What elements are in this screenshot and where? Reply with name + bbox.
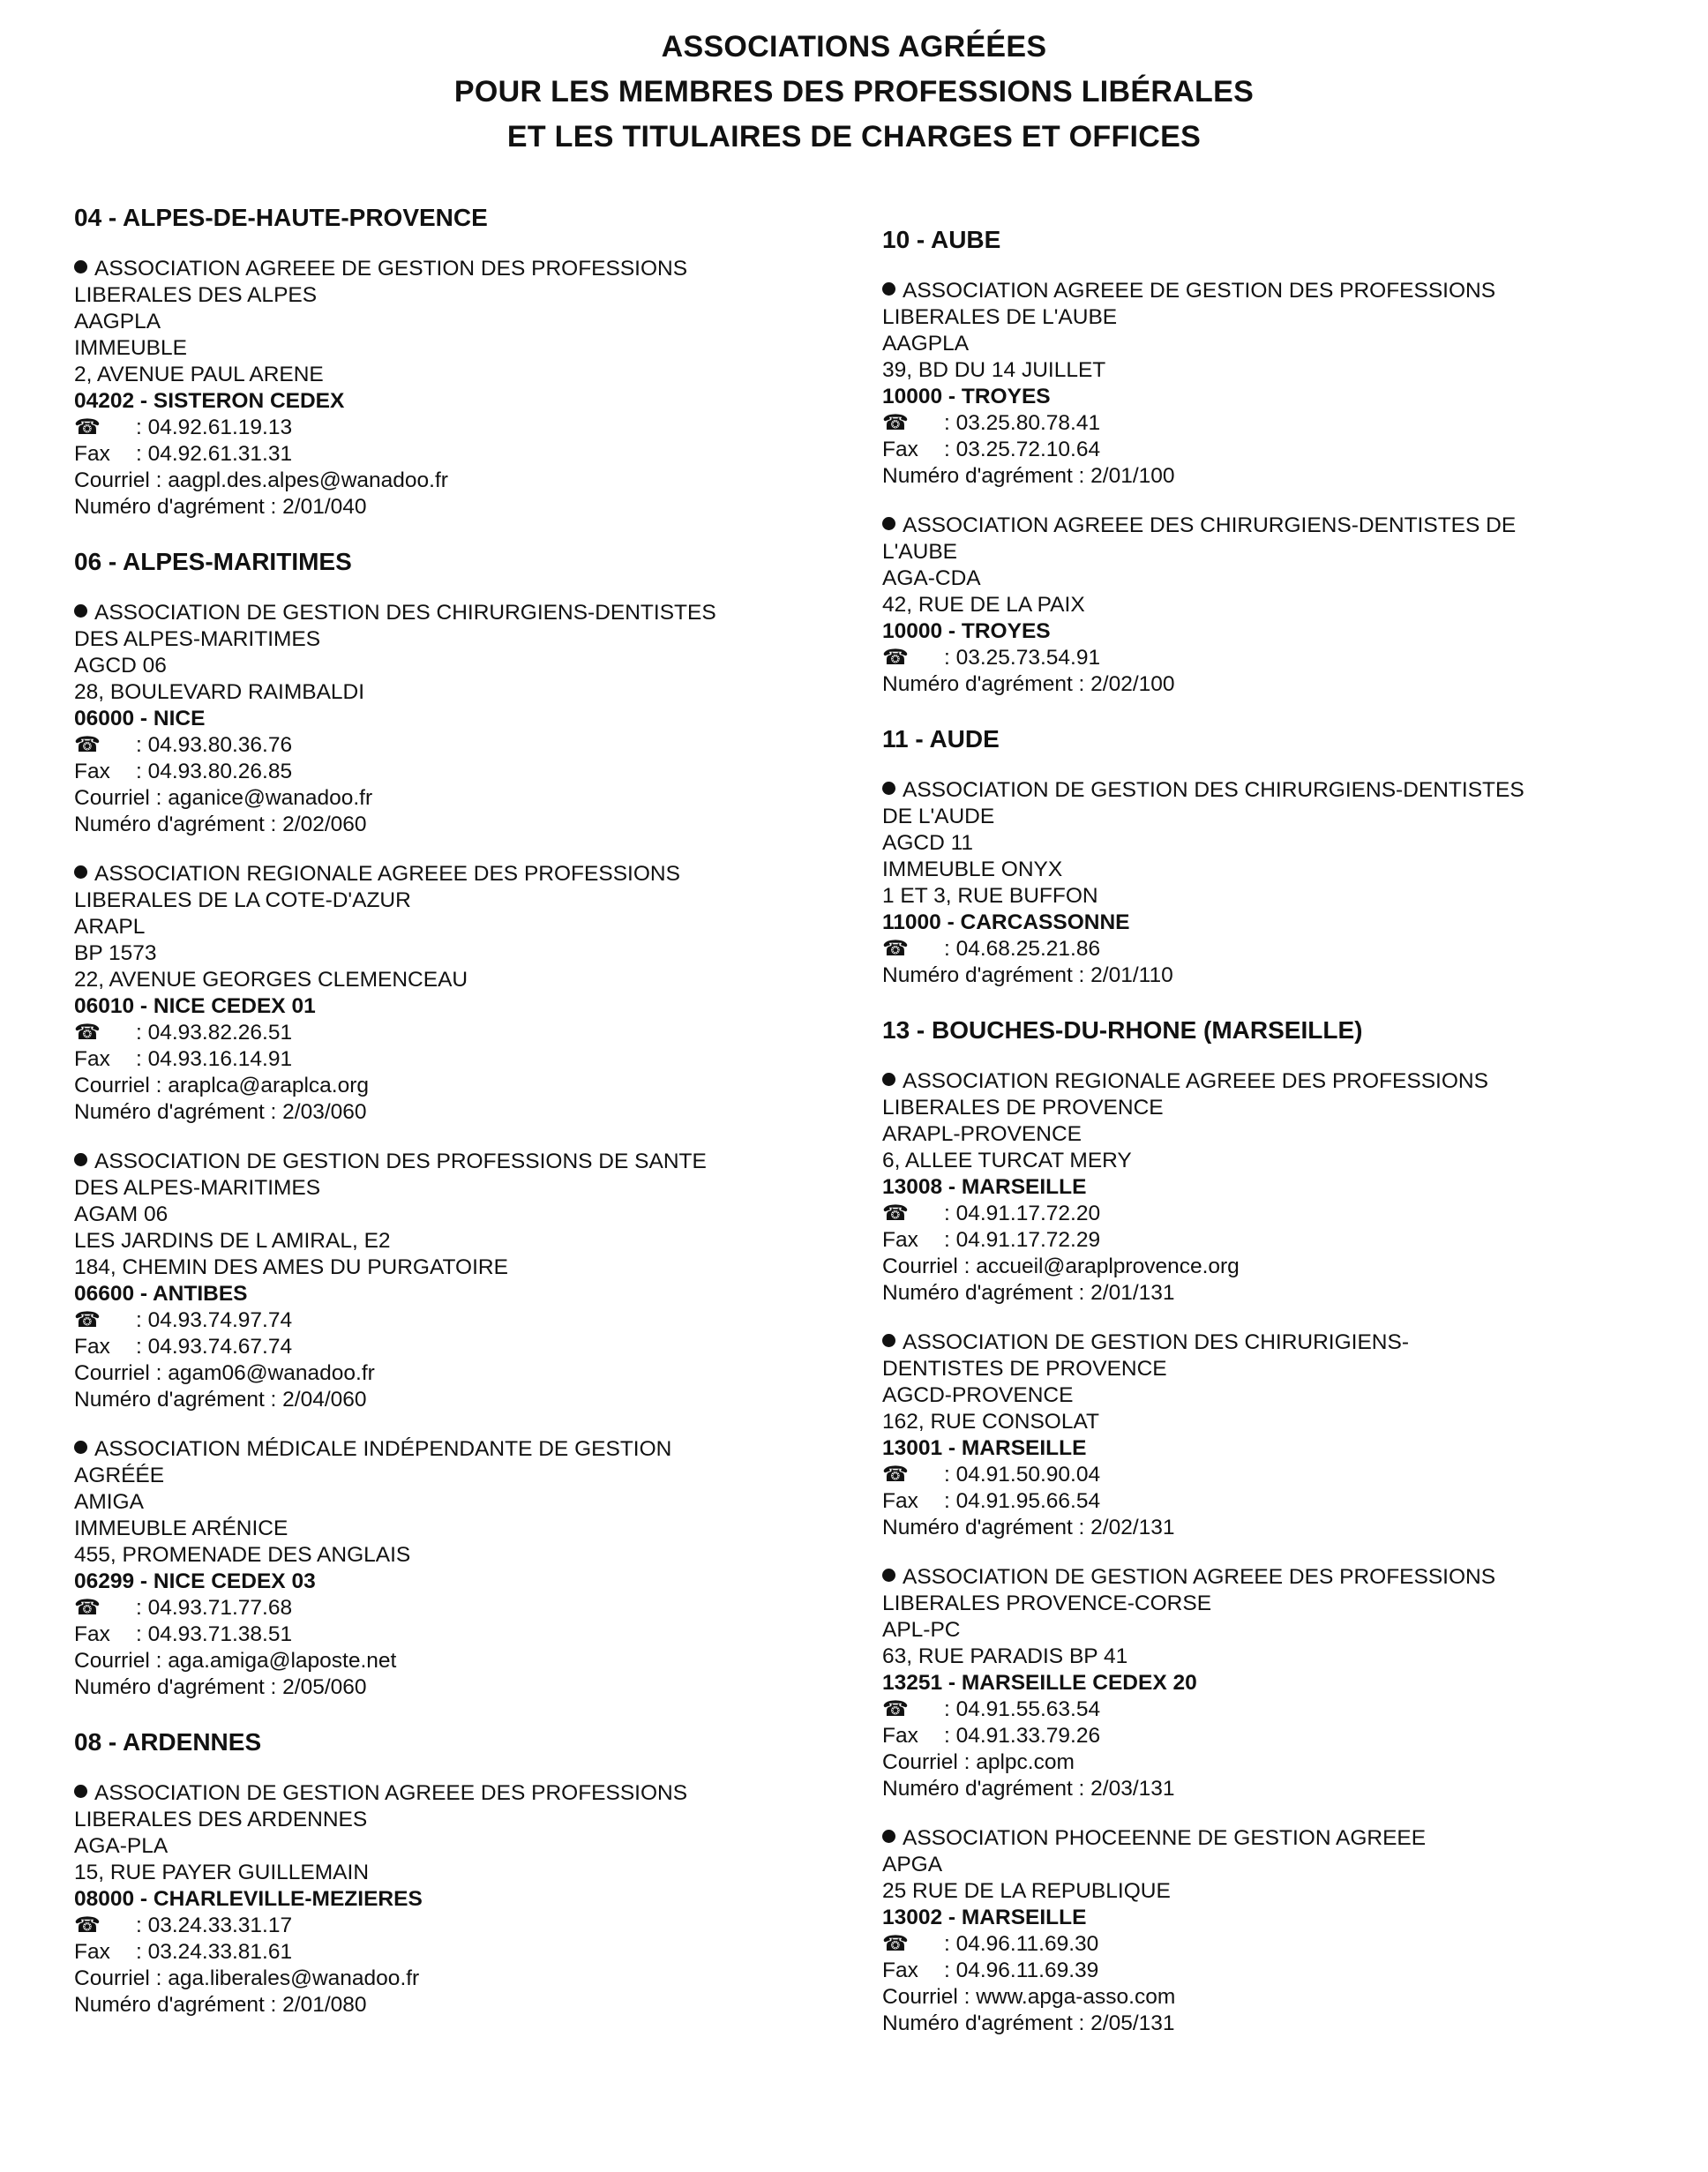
phone-line <box>882 936 1659 962</box>
association-name-line <box>74 1807 850 1833</box>
association-name-line <box>882 1095 1659 1121</box>
agrement-number: Numéro d'agrément : 2/05/131 <box>882 2011 1175 2035</box>
fax-line <box>74 441 850 468</box>
agrement-number: Numéro d'agrément : 2/01/110 <box>882 963 1173 987</box>
address-line: AGCD-PROVENCE <box>882 1383 1074 1407</box>
association-name-line <box>74 1175 850 1202</box>
phone-line <box>882 1201 1659 1227</box>
address-line: LES JARDINS DE L AMIRAL, E2 <box>74 1229 391 1253</box>
email-line: Courriel : aplpc.com <box>882 1750 1075 1774</box>
phone-number: : 04.91.50.90.04 <box>944 1463 1101 1487</box>
address-line: 42, RUE DE LA PAIX <box>882 593 1085 617</box>
fax-line <box>74 759 850 785</box>
association-name-text: AGRÉÉE <box>74 1464 165 1487</box>
fax-label: Fax <box>74 1940 110 1964</box>
association-name-line <box>74 626 850 653</box>
email-line: Courriel : aga.liberales@wanadoo.fr <box>74 1966 420 1990</box>
bullet-icon <box>882 1073 895 1086</box>
association-name-text: ASSOCIATION AGREEE DE GESTION DES PROFESSIONS <box>94 257 688 281</box>
association-name-line <box>74 600 850 626</box>
phone-number: : 04.93.74.97.74 <box>136 1308 293 1332</box>
phone-line <box>882 410 1659 437</box>
department-heading: 11 - AUDE <box>882 725 1000 753</box>
bullet-icon <box>74 604 87 618</box>
phone-number: : 04.96.11.69.30 <box>944 1932 1099 1956</box>
association-name-line <box>882 1591 1659 1617</box>
association-entry <box>882 1825 1659 2037</box>
association-entry <box>882 1068 1659 1307</box>
association-name-text: DES ALPES-MARITIMES <box>74 627 321 651</box>
email-line: Courriel : agam06@wanadoo.fr <box>74 1361 375 1385</box>
phone-line <box>882 1462 1659 1488</box>
agrement-number: Numéro d'agrément : 2/01/080 <box>74 1993 367 2017</box>
postal-city: 10000 - TROYES <box>882 619 1051 643</box>
address-line: 455, PROMENADE DES ANGLAIS <box>74 1543 411 1567</box>
fax-number: : 04.93.71.38.51 <box>136 1622 293 1646</box>
fax-label: Fax <box>882 1489 918 1513</box>
postal-city: 13008 - MARSEILLE <box>882 1175 1087 1199</box>
postal-city: 13251 - MARSEILLE CEDEX 20 <box>882 1671 1197 1695</box>
telephone-icon: ☎ <box>882 937 909 961</box>
fax-label: Fax <box>882 1959 918 1982</box>
association-name-line <box>74 1149 850 1175</box>
address-line: AAGPLA <box>74 310 161 333</box>
phone-line <box>74 415 850 441</box>
fax-label: Fax <box>74 760 110 783</box>
fax-number: : 04.93.80.26.85 <box>136 760 293 783</box>
address-line: 184, CHEMIN DES AMES DU PURGATOIRE <box>74 1255 508 1279</box>
address-line: AGA-PLA <box>74 1834 169 1858</box>
fax-number: : 04.93.74.67.74 <box>136 1335 293 1359</box>
phone-line <box>74 1307 850 1334</box>
agrement-number: Numéro d'agrément : 2/03/131 <box>882 1777 1175 1801</box>
bullet-icon <box>74 1153 87 1166</box>
association-name-text: DE L'AUDE <box>882 805 995 828</box>
fax-line <box>882 1488 1659 1515</box>
email-line: Courriel : www.apga-asso.com <box>882 1985 1176 2009</box>
postal-city: 06000 - NICE <box>74 707 206 730</box>
fax-label: Fax <box>74 1622 110 1646</box>
bullet-icon <box>882 782 895 795</box>
address-line: IMMEUBLE ONYX <box>882 858 1063 881</box>
telephone-icon: ☎ <box>74 1308 101 1332</box>
association-entry <box>74 1149 850 1413</box>
fax-number: : 04.91.95.66.54 <box>944 1489 1101 1513</box>
address-line: AGCD 06 <box>74 654 167 678</box>
address-line: AAGPLA <box>882 332 970 356</box>
association-name-text: ASSOCIATION MÉDICALE INDÉPENDANTE DE GESTION <box>94 1437 672 1461</box>
department-heading: 13 - BOUCHES-DU-RHONE (MARSEILLE) <box>882 1016 1363 1044</box>
fax-number: : 04.91.33.79.26 <box>944 1724 1101 1748</box>
association-name-line <box>882 1825 1659 1852</box>
association-name-line <box>882 278 1659 304</box>
address-line: 6, ALLEE TURCAT MERY <box>882 1149 1132 1172</box>
agrement-number: Numéro d'agrément : 2/01/100 <box>882 464 1175 488</box>
title-line-3: ET LES TITULAIRES DE CHARGES ET OFFICES <box>506 120 1202 154</box>
association-name-line <box>882 804 1659 830</box>
association-name-text: LIBERALES PROVENCE-CORSE <box>882 1592 1212 1615</box>
association-name-line <box>74 888 850 914</box>
fax-label: Fax <box>74 1335 110 1359</box>
association-name-line <box>74 256 850 282</box>
address-line: IMMEUBLE ARÉNICE <box>74 1517 288 1540</box>
association-entry <box>882 278 1659 490</box>
department-heading: 10 - AUBE <box>882 226 1001 253</box>
postal-city: 06600 - ANTIBES <box>74 1282 248 1306</box>
fax-number: : 04.92.61.31.31 <box>136 442 293 466</box>
fax-label: Fax <box>882 1228 918 1252</box>
address-line: AGCD 11 <box>882 831 974 855</box>
fax-label: Fax <box>882 1724 918 1748</box>
association-name-text: ASSOCIATION DE GESTION AGREEE DES PROFESSIONS <box>94 1781 688 1805</box>
bullet-icon <box>882 1569 895 1582</box>
association-entry <box>882 513 1659 698</box>
fax-line <box>882 1958 1659 1984</box>
phone-number: : 04.93.80.36.76 <box>136 733 293 757</box>
phone-line <box>882 1696 1659 1723</box>
association-name-line <box>74 861 850 888</box>
association-name-text: ASSOCIATION REGIONALE AGREEE DES PROFESSIONS <box>94 862 680 886</box>
association-entry <box>882 777 1659 989</box>
phone-number: : 03.25.73.54.91 <box>944 646 1101 670</box>
address-line: 2, AVENUE PAUL ARENE <box>74 363 324 386</box>
postal-city: 13002 - MARSEILLE <box>882 1906 1087 1929</box>
address-line: ARAPL-PROVENCE <box>882 1122 1082 1146</box>
address-line: AGAM 06 <box>74 1202 169 1226</box>
association-name-text: ASSOCIATION AGREEE DE GESTION DES PROFESSIONS <box>903 279 1496 303</box>
telephone-icon: ☎ <box>74 1596 101 1620</box>
phone-number: : 04.93.82.26.51 <box>136 1021 293 1045</box>
address-line: APGA <box>882 1853 943 1876</box>
phone-number: : 04.92.61.19.13 <box>136 416 293 439</box>
phone-number: : 03.25.80.78.41 <box>944 411 1101 435</box>
email-line: Courriel : aganice@wanadoo.fr <box>74 786 373 810</box>
association-name-text: LIBERALES DE PROVENCE <box>882 1096 1164 1120</box>
association-entry <box>74 1780 850 2018</box>
bullet-icon <box>882 1334 895 1347</box>
association-entry <box>74 1436 850 1701</box>
fax-line <box>882 437 1659 463</box>
bullet-icon <box>882 517 895 530</box>
phone-line <box>74 1913 850 1939</box>
phone-line <box>74 1020 850 1046</box>
fax-label: Fax <box>74 1047 110 1071</box>
title-line-1: ASSOCIATIONS AGRÉÉES <box>661 30 1047 64</box>
agrement-number: Numéro d'agrément : 2/05/060 <box>74 1675 367 1699</box>
bullet-icon <box>882 282 895 296</box>
association-entry <box>882 1564 1659 1802</box>
address-line: 15, RUE PAYER GUILLEMAIN <box>74 1861 370 1884</box>
address-line: 63, RUE PARADIS BP 41 <box>882 1644 1128 1668</box>
association-name-line <box>74 1463 850 1489</box>
agrement-number: Numéro d'agrément : 2/02/100 <box>882 672 1175 696</box>
association-entry <box>882 1329 1659 1541</box>
postal-city: 11000 - CARCASSONNE <box>882 910 1130 934</box>
association-name-text: LIBERALES DE L'AUBE <box>882 305 1118 329</box>
bullet-icon <box>74 1441 87 1454</box>
title-line-2: POUR LES MEMBRES DES PROFESSIONS LIBÉRALES <box>453 75 1255 109</box>
address-line: 39, BD DU 14 JUILLET <box>882 358 1106 382</box>
fax-number: : 03.25.72.10.64 <box>944 438 1101 461</box>
email-line: Courriel : aagpl.des.alpes@wanadoo.fr <box>74 468 448 492</box>
association-name-line <box>74 1780 850 1807</box>
department-heading: 04 - ALPES-DE-HAUTE-PROVENCE <box>74 204 488 231</box>
phone-number: : 03.24.33.31.17 <box>136 1914 293 1937</box>
postal-city: 13001 - MARSEILLE <box>882 1436 1087 1460</box>
phone-number: : 04.91.55.63.54 <box>944 1697 1101 1721</box>
agrement-number: Numéro d'agrément : 2/02/131 <box>882 1516 1175 1539</box>
association-entry <box>74 256 850 521</box>
fax-label: Fax <box>74 442 110 466</box>
association-name-text: ASSOCIATION DE GESTION DES PROFESSIONS DE SANTE <box>94 1150 707 1173</box>
association-name-line <box>882 1068 1659 1095</box>
telephone-icon: ☎ <box>74 1021 101 1045</box>
association-name-text: ASSOCIATION PHOCEENNE DE GESTION AGREEE <box>903 1826 1427 1850</box>
phone-line <box>74 732 850 759</box>
fax-number: : 04.91.17.72.29 <box>944 1228 1101 1252</box>
agrement-number: Numéro d'agrément : 2/02/060 <box>74 813 367 836</box>
phone-line <box>74 1595 850 1622</box>
postal-city: 04202 - SISTERON CEDEX <box>74 389 345 413</box>
email-line: Courriel : aga.amiga@laposte.net <box>74 1649 397 1673</box>
address-line: ARAPL <box>74 915 146 939</box>
phone-number: : 04.68.25.21.86 <box>944 937 1101 961</box>
address-line: AGA-CDA <box>882 566 981 590</box>
phone-number: : 04.91.17.72.20 <box>944 1202 1101 1225</box>
address-line: AMIGA <box>74 1490 144 1514</box>
association-name-line <box>882 539 1659 565</box>
left-column <box>74 203 850 2041</box>
association-name-text: LIBERALES DES ARDENNES <box>74 1808 368 1831</box>
postal-city: 06299 - NICE CEDEX 03 <box>74 1569 316 1593</box>
department-heading: 06 - ALPES-MARITIMES <box>74 548 352 575</box>
agrement-number: Numéro d'agrément : 2/03/060 <box>74 1100 367 1124</box>
telephone-icon: ☎ <box>74 1914 101 1937</box>
right-column <box>882 225 1659 2060</box>
telephone-icon: ☎ <box>882 1932 909 1956</box>
department-heading: 08 - ARDENNES <box>74 1728 262 1756</box>
association-name-text: ASSOCIATION DE GESTION DES CHIRURGIENS-DENTISTES <box>903 778 1524 802</box>
association-name-text: DES ALPES-MARITIMES <box>74 1176 321 1200</box>
fax-line <box>74 1334 850 1360</box>
fax-line <box>882 1227 1659 1254</box>
fax-line <box>74 1046 850 1073</box>
association-entry <box>74 861 850 1126</box>
agrement-number: Numéro d'agrément : 2/01/040 <box>74 495 367 519</box>
telephone-icon: ☎ <box>882 1202 909 1225</box>
telephone-icon: ☎ <box>74 733 101 757</box>
association-name-line <box>882 304 1659 331</box>
telephone-icon: ☎ <box>882 646 909 670</box>
postal-city: 10000 - TROYES <box>882 385 1051 408</box>
postal-city: 08000 - CHARLEVILLE-MEZIERES <box>74 1887 423 1911</box>
phone-line <box>882 645 1659 671</box>
page-title <box>0 25 1708 160</box>
address-line: 162, RUE CONSOLAT <box>882 1410 1099 1434</box>
fax-number: : 04.93.16.14.91 <box>136 1047 293 1071</box>
association-name-line <box>74 1436 850 1463</box>
association-name-text: L'AUBE <box>882 540 958 564</box>
agrement-number: Numéro d'agrément : 2/04/060 <box>74 1388 367 1412</box>
association-name-line <box>882 1329 1659 1356</box>
address-line: 1 ET 3, RUE BUFFON <box>882 884 1098 908</box>
association-name-text: LIBERALES DE LA COTE-D'AZUR <box>74 888 411 912</box>
fax-label: Fax <box>882 438 918 461</box>
bullet-icon <box>882 1830 895 1843</box>
email-line: Courriel : accueil@araplprovence.org <box>882 1255 1240 1278</box>
agrement-number: Numéro d'agrément : 2/01/131 <box>882 1281 1175 1305</box>
association-name-line <box>882 1564 1659 1591</box>
address-line: BP 1573 <box>74 941 157 965</box>
fax-line <box>882 1723 1659 1749</box>
association-name-text: ASSOCIATION AGREEE DES CHIRURGIENS-DENTISTES DE <box>903 513 1517 537</box>
fax-line <box>74 1622 850 1648</box>
address-line: 25 RUE DE LA REPUBLIQUE <box>882 1879 1171 1903</box>
association-name-text: ASSOCIATION DE GESTION DES CHIRURGIENS-DENTISTES <box>94 601 716 625</box>
phone-number: : 04.93.71.77.68 <box>136 1596 293 1620</box>
fax-number: : 04.96.11.69.39 <box>944 1959 1099 1982</box>
association-name-line <box>882 1356 1659 1382</box>
fax-number: : 03.24.33.81.61 <box>136 1940 293 1964</box>
association-entry <box>74 600 850 838</box>
association-name-line <box>882 513 1659 539</box>
bullet-icon <box>74 865 87 879</box>
address-line: 22, AVENUE GEORGES CLEMENCEAU <box>74 968 468 992</box>
bullet-icon <box>74 1785 87 1798</box>
telephone-icon: ☎ <box>74 416 101 439</box>
association-name-text: LIBERALES DES ALPES <box>74 283 318 307</box>
telephone-icon: ☎ <box>882 1697 909 1721</box>
address-line: APL-PC <box>882 1618 961 1642</box>
association-name-line <box>882 777 1659 804</box>
association-name-line <box>74 282 850 309</box>
association-name-text: ASSOCIATION REGIONALE AGREEE DES PROFESSIONS <box>903 1069 1488 1093</box>
association-name-text: DENTISTES DE PROVENCE <box>882 1357 1167 1381</box>
fax-line <box>74 1939 850 1966</box>
address-line: IMMEUBLE <box>74 336 187 360</box>
association-name-text: ASSOCIATION DE GESTION DES CHIRURIGIENS- <box>903 1330 1410 1354</box>
phone-line <box>882 1931 1659 1958</box>
postal-city: 06010 - NICE CEDEX 01 <box>74 994 316 1018</box>
address-line: 28, BOULEVARD RAIMBALDI <box>74 680 365 704</box>
association-name-text: ASSOCIATION DE GESTION AGREEE DES PROFESSIONS <box>903 1565 1496 1589</box>
telephone-icon: ☎ <box>882 1463 909 1487</box>
bullet-icon <box>74 260 87 273</box>
email-line: Courriel : araplca@araplca.org <box>74 1074 369 1097</box>
telephone-icon: ☎ <box>882 411 909 435</box>
